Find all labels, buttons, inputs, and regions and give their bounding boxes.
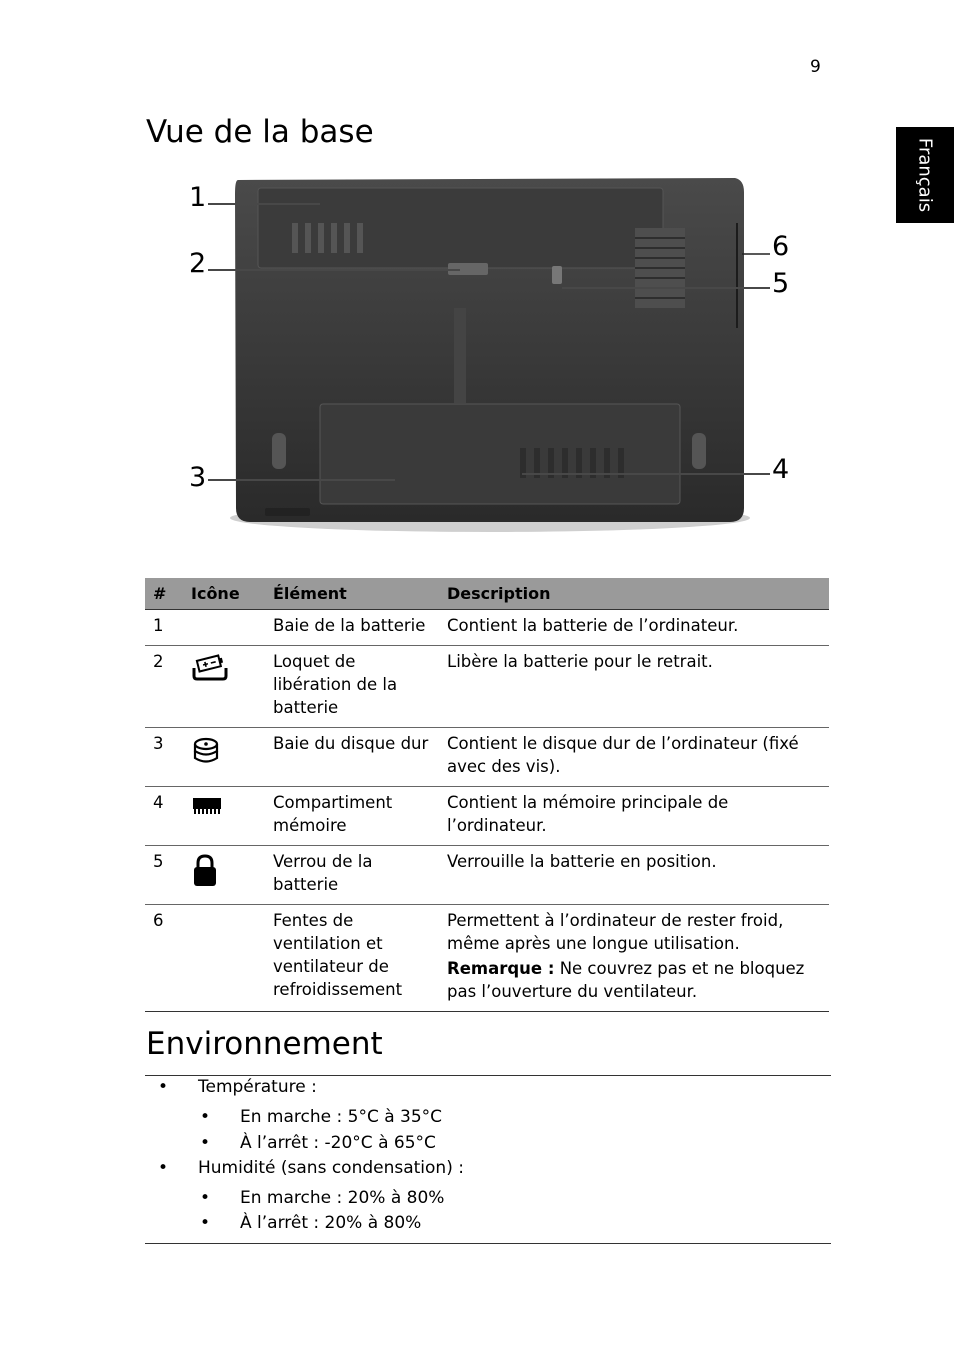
note bbox=[447, 957, 823, 1003]
hard-disk-icon bbox=[191, 736, 221, 768]
row-element: Verrou de la batterie bbox=[265, 846, 439, 905]
callout-5: 5 bbox=[772, 268, 790, 299]
row-element: Baie du disque dur bbox=[265, 728, 439, 787]
row-description: Contient la batterie de l’ordinateur. bbox=[439, 610, 829, 646]
environment-top-rule bbox=[145, 1075, 831, 1076]
row-description: Permettent à l’ordinateur de rester froid, même après une longue utilisation. bbox=[447, 911, 784, 953]
language-tab bbox=[896, 127, 954, 223]
components-table bbox=[145, 578, 829, 1012]
table-row bbox=[145, 646, 829, 728]
row-description-cell bbox=[439, 905, 829, 1012]
language-tab-label: Français bbox=[914, 137, 936, 213]
row-icon bbox=[183, 905, 265, 1012]
section-title-environment: Environnement bbox=[146, 1026, 383, 1062]
lock-icon bbox=[191, 854, 219, 888]
table-row bbox=[145, 905, 829, 1012]
note-text: Ne couvrez pas et ne bloquez pas l’ouverture du ventilateur. bbox=[447, 959, 805, 1001]
row-element: Baie de la batterie bbox=[265, 610, 439, 646]
row-number: 6 bbox=[145, 905, 183, 1012]
row-number: 2 bbox=[145, 646, 183, 728]
row-number: 3 bbox=[145, 728, 183, 787]
row-element: Compartiment mémoire bbox=[265, 787, 439, 846]
row-icon bbox=[183, 610, 265, 646]
humidity-off-item: • À l’arrêt : 20% à 80% bbox=[240, 1213, 421, 1233]
row-description: Contient la mémoire principale de l’ordinateur. bbox=[439, 787, 829, 846]
humidity-item: • Humidité (sans condensation) : bbox=[198, 1158, 464, 1178]
row-description: Libère la batterie pour le retrait. bbox=[439, 646, 829, 728]
battery-release-icon bbox=[191, 654, 229, 684]
row-element: Loquet de libération de la batterie bbox=[265, 646, 439, 728]
header-description: Description bbox=[439, 578, 829, 610]
temperature-off-item: • À l’arrêt : -20°C à 65°C bbox=[240, 1133, 436, 1153]
row-number: 4 bbox=[145, 787, 183, 846]
section-title-base: Vue de la base bbox=[146, 114, 374, 150]
header-icon: Icône bbox=[183, 578, 265, 610]
table-row bbox=[145, 787, 829, 846]
humidity-on-item: • En marche : 20% à 80% bbox=[240, 1188, 444, 1208]
table-row bbox=[145, 728, 829, 787]
page-number: 9 bbox=[810, 57, 821, 77]
row-description: Contient le disque dur de l’ordinateur (fixé avec des vis). bbox=[439, 728, 829, 787]
row-number: 1 bbox=[145, 610, 183, 646]
callout-3: 3 bbox=[189, 462, 207, 493]
laptop-bottom-figure bbox=[180, 168, 810, 548]
temperature-on-item: • En marche : 5°C à 35°C bbox=[240, 1107, 442, 1127]
callout-6: 6 bbox=[772, 231, 790, 262]
header-element: Élément bbox=[265, 578, 439, 610]
environment-bottom-rule bbox=[145, 1243, 831, 1244]
callout-1: 1 bbox=[189, 182, 207, 213]
laptop-bottom-image bbox=[180, 168, 810, 548]
callout-2: 2 bbox=[189, 248, 207, 279]
header-number: # bbox=[145, 578, 183, 610]
table-row bbox=[145, 610, 829, 646]
callout-4: 4 bbox=[772, 454, 790, 485]
note-label: Remarque : bbox=[447, 959, 555, 978]
memory-icon bbox=[191, 795, 223, 817]
row-description: Verrouille la batterie en position. bbox=[439, 846, 829, 905]
temperature-item: • Température : bbox=[198, 1077, 317, 1097]
table-header-row bbox=[145, 578, 829, 610]
table-row bbox=[145, 846, 829, 905]
row-number: 5 bbox=[145, 846, 183, 905]
row-element: Fentes de ventilation et ventilateur de refroidissement bbox=[265, 905, 439, 1012]
